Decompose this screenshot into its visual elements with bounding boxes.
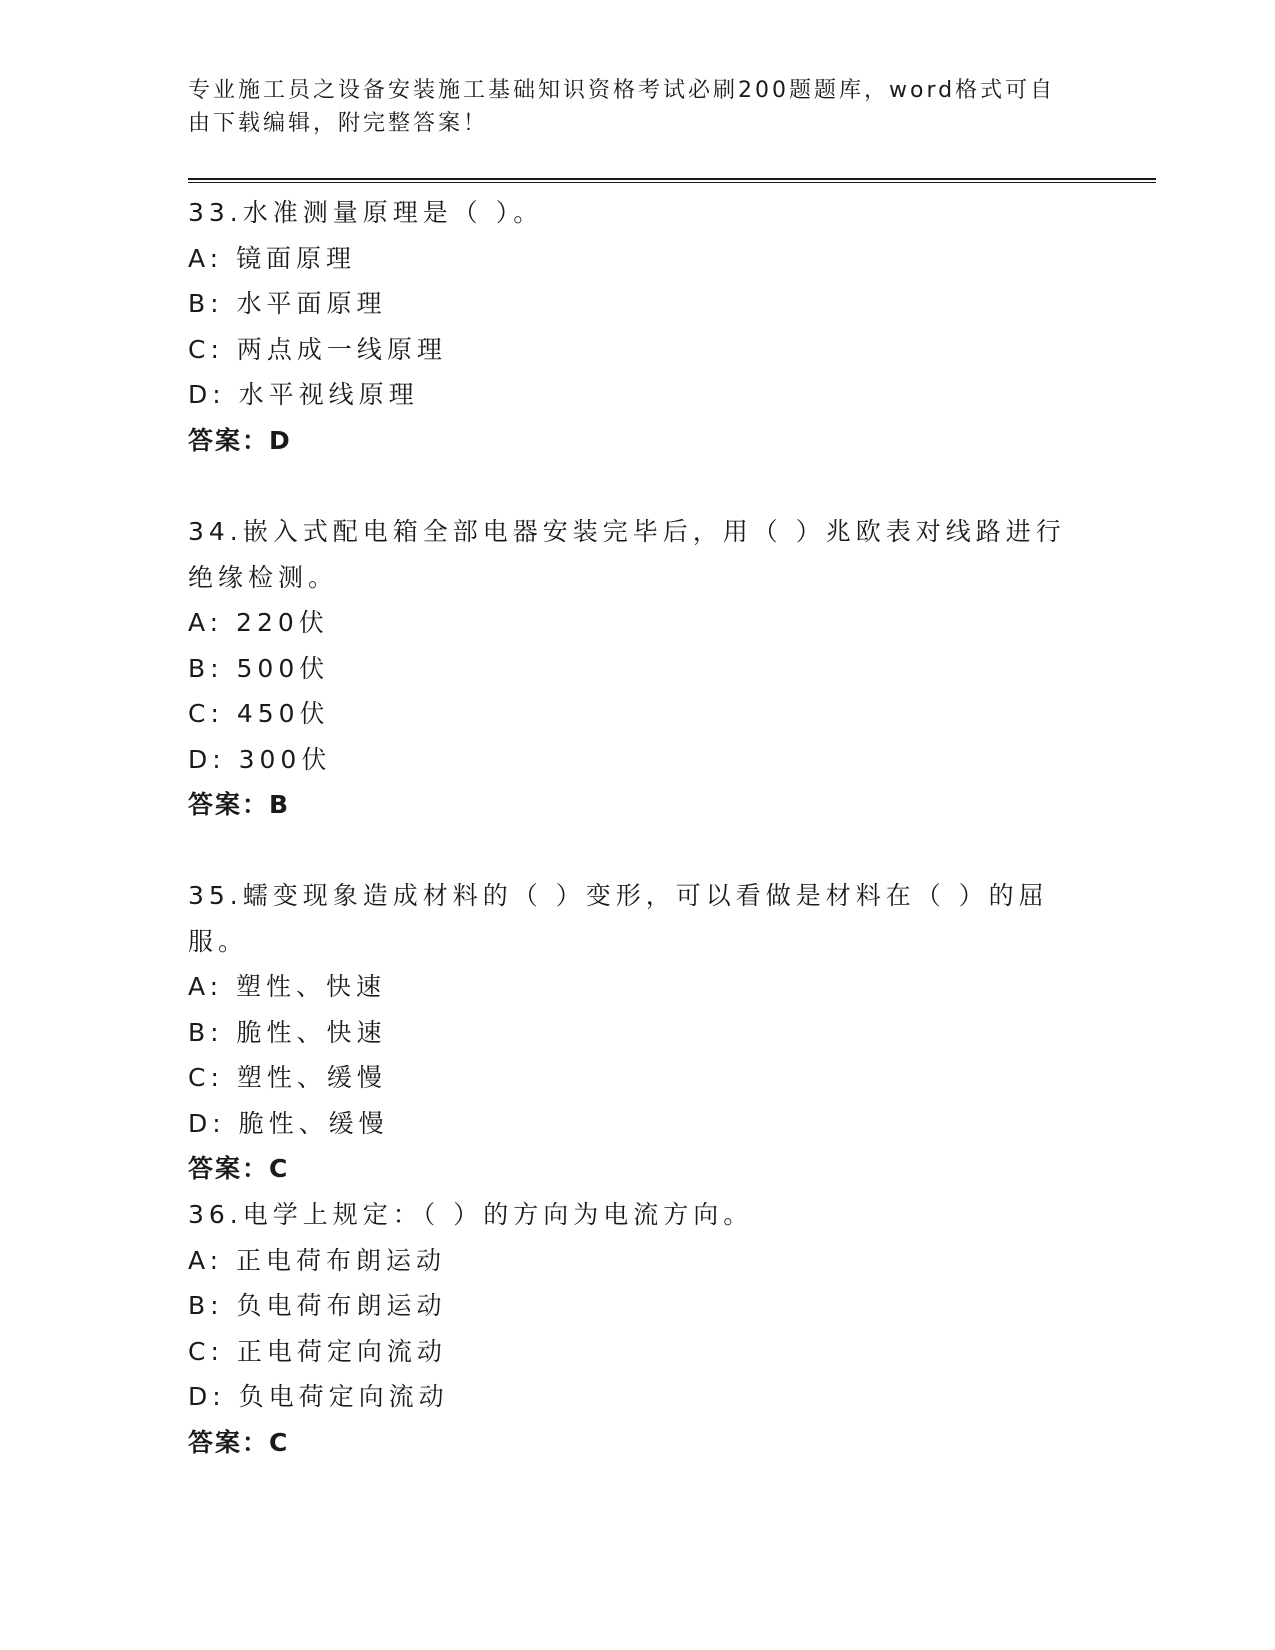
question-text: 36.电学上规定：（ ）的方向为电流方向。 — [188, 1200, 754, 1229]
question-text: 33.水准测量原理是（ ）。 — [188, 198, 544, 227]
option-a: A: 正电荷布朗运动 — [188, 1245, 447, 1275]
question-35 — [188, 873, 1088, 1192]
option-c: C: 正电荷定向流动 — [188, 1336, 447, 1366]
option-c: C: 两点成一线原理 — [188, 334, 447, 364]
option-a: A: 镜面原理 — [188, 243, 357, 273]
document-header: 专业施工员之设备安装施工基础知识资格考试必刷200题题库，word格式可自由下载编辑，附完整答案！ — [188, 78, 1056, 136]
option-c: C: 塑性、缓慢 — [188, 1063, 387, 1092]
answer: 答案：C — [188, 1154, 290, 1183]
header-divider — [188, 178, 1156, 183]
answer: 答案：D — [188, 425, 292, 455]
question-text: 34.嵌入式配电箱全部电器安装完毕后，用（ ）兆欧表对线路进行绝缘检测。 — [188, 517, 1066, 592]
answer: 答案：C — [188, 1427, 290, 1457]
option-a: A: 塑性、快速 — [188, 972, 387, 1001]
option-d: D: 负电荷定向流动 — [188, 1382, 449, 1411]
option-d: D: 水平视线原理 — [188, 380, 419, 409]
option-b: B: 500伏 — [188, 653, 330, 683]
question-33 — [188, 190, 1088, 463]
question-text: 35.蠕变现象造成材料的（ ）变形，可以看做是材料在（ ）的屈服。 — [188, 881, 1049, 956]
option-d: D: 300伏 — [188, 744, 332, 774]
option-a: A: 220伏 — [188, 608, 329, 637]
option-c: C: 450伏 — [188, 699, 330, 728]
option-b: B: 脆性、快速 — [188, 1017, 387, 1047]
question-36 — [188, 1192, 1088, 1465]
option-d: D: 脆性、缓慢 — [188, 1108, 389, 1138]
question-34 — [188, 509, 1088, 828]
answer: 答案：B — [188, 790, 291, 819]
option-b: B: 负电荷布朗运动 — [188, 1291, 447, 1320]
option-b: B: 水平面原理 — [188, 289, 387, 318]
